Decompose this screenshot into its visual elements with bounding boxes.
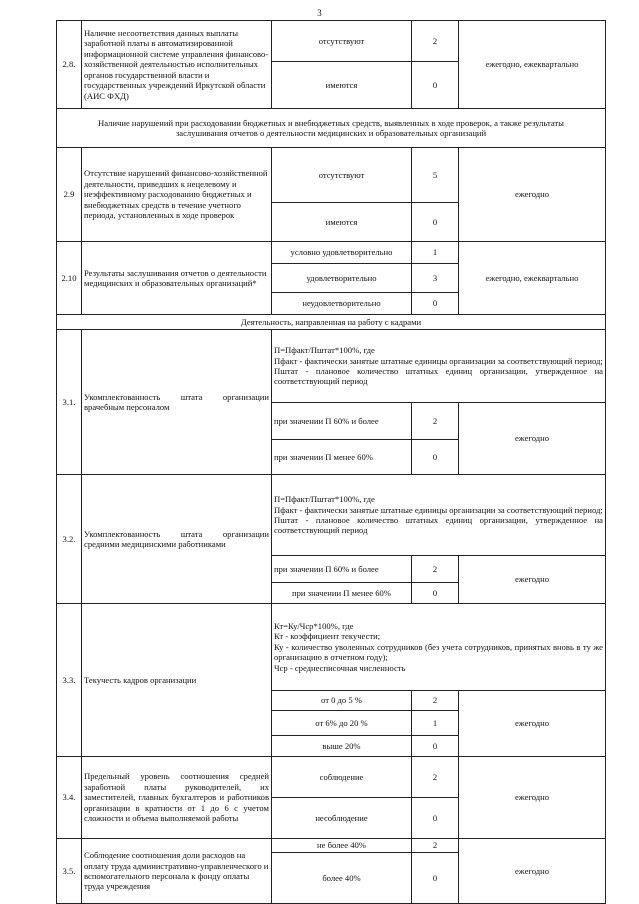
- points: 1: [412, 242, 459, 264]
- points: 0: [412, 293, 459, 315]
- row-number: 2.10: [57, 242, 82, 315]
- formula-def: Пфакт - фактически занятые штатные единицы организации за соответствующий период;: [274, 504, 603, 515]
- row-label: Укомплектованность штата организации врачебным персоналом: [82, 330, 272, 475]
- row-label: Предельный уровень соотношения средней заработной платы руководителей, их заместителей, главных бухгалтеров и работников организации в кратности от 1 до 6 с учетом сложности и объема выполняемой работы: [82, 757, 272, 839]
- criterion: отсутствуют: [272, 21, 412, 62]
- points: 0: [412, 736, 459, 757]
- points: 2: [412, 757, 459, 798]
- criterion: не более 40%: [272, 839, 412, 853]
- page-number: 3: [317, 8, 322, 18]
- points: 0: [412, 440, 459, 475]
- periodicity: ежегодно, ежеквартально: [459, 242, 606, 315]
- points: 0: [412, 203, 459, 242]
- criterion: неудовлетворительно: [272, 293, 412, 315]
- criterion: более 40%: [272, 852, 412, 903]
- formula: Кт=Ку/Чср*100%, где: [274, 620, 354, 631]
- formula-cell: [272, 330, 606, 403]
- row-number: 3.2.: [57, 475, 82, 604]
- row-label: Результаты заслушивания отчетов о деятельности медицинских и образовательных организаций*: [82, 242, 272, 315]
- formula: П=Пфакт/Пштат*100%, где: [274, 494, 375, 505]
- points: 5: [412, 148, 459, 203]
- table-row: [57, 148, 606, 203]
- criterion: выше 20%: [272, 736, 412, 757]
- periodicity: ежегодно: [459, 757, 606, 839]
- row-number: 3.1.: [57, 330, 82, 475]
- formula-def: Ку - количество уволенных сотрудников (без учета сотрудников, принятых вновь в ту же организацию в отчетном году);: [274, 641, 603, 663]
- table-row: [57, 475, 606, 556]
- row-label: Текучесть кадров организации: [82, 604, 272, 757]
- row-number: 3.4.: [57, 757, 82, 839]
- points: 0: [412, 798, 459, 839]
- criterion: отсутствуют: [272, 148, 412, 203]
- criterion: при значении П 60% и более: [272, 556, 412, 583]
- periodicity: ежегодно: [459, 403, 606, 475]
- row-number: 3.5.: [57, 839, 82, 904]
- points: 0: [412, 583, 459, 604]
- row-number: 2.9: [57, 148, 82, 242]
- points: 2: [412, 403, 459, 440]
- row-label: Соблюдение соотношения доли расходов на оплату труда административно-управленческого и вспомогательного персонала к фонду оплаты труда учреждения: [82, 839, 272, 904]
- section-title: Наличие нарушений при расходовании бюджетных и внебюджетных средств, выявленных в ходе проверок, а также результаты заслушивания отчетов о деятельности медицинских и образовательных организаций: [57, 109, 606, 148]
- periodicity: ежегодно: [459, 556, 606, 604]
- criterion: имеются: [272, 62, 412, 109]
- formula-def: Пштат - плановое количество штатных единиц организации, утвержденное на соответствующий период: [274, 515, 603, 536]
- table-row: [57, 757, 606, 798]
- row-label: Наличие несоответствия данных выплаты заработной платы в автоматизированной информационной системе управления финансово-хозяйственной деятельностью исполнительных органов государственной власти и государственных учреждений Иркутской области (АИС ФХД): [82, 21, 272, 109]
- points: 2: [412, 556, 459, 583]
- criterion: при значении П менее 60%: [272, 440, 412, 475]
- points: 0: [412, 852, 459, 903]
- row-number: 3.3.: [57, 604, 82, 757]
- formula: П=Пфакт/Пштат*100%, где: [274, 345, 375, 356]
- criterion: условно удовлетворительно: [272, 242, 412, 264]
- criteria-table: [56, 20, 606, 904]
- formula-cell: [272, 604, 606, 691]
- periodicity: ежегодно: [459, 148, 606, 242]
- criterion: соблюдение: [272, 757, 412, 798]
- points: 0: [412, 62, 459, 109]
- formula-def: Пфакт - фактически занятые штатные единицы организации за соответствующий период;: [274, 355, 603, 366]
- row-number: 2.8.: [57, 21, 82, 109]
- formula-def: Чср - среднесписочная численность: [274, 662, 406, 673]
- criterion: при значении П менее 60%: [272, 583, 412, 604]
- criterion: несоблюдение: [272, 798, 412, 839]
- points: 2: [412, 691, 459, 711]
- row-label: Отсутствие нарушений финансово-хозяйственной деятельности, приведших к нецелевому и неэффективному расходованию бюджетных и внебюджетных средств в течение учетного периода, установленных в ходе проверок: [82, 148, 272, 242]
- criterion: от 0 до 5 %: [272, 691, 412, 711]
- points: 2: [412, 839, 459, 853]
- criterion: удовлетворительно: [272, 264, 412, 293]
- section-header: [57, 315, 606, 330]
- periodicity: ежегодно: [459, 691, 606, 757]
- section-title: Деятельность, направленная на работу с кадрами: [57, 315, 606, 330]
- criterion: от 6% до 20 %: [272, 711, 412, 736]
- row-label: Укомплектованность штата организации средними медицинскими работниками: [82, 475, 272, 604]
- points: 3: [412, 264, 459, 293]
- periodicity: ежегодно, ежеквартально: [459, 21, 606, 109]
- points: 2: [412, 21, 459, 62]
- section-header: [57, 109, 606, 148]
- table-row: [57, 21, 606, 62]
- formula-cell: [272, 475, 606, 556]
- table-row: [57, 330, 606, 403]
- criterion: имеются: [272, 203, 412, 242]
- criterion: при значении П 60% и более: [272, 403, 412, 440]
- table-row: [57, 839, 606, 853]
- periodicity: ежегодно: [459, 839, 606, 904]
- points: 1: [412, 711, 459, 736]
- table-row: [57, 242, 606, 264]
- formula-def: Кт - коэффициент текучести;: [274, 631, 381, 642]
- formula-def: Пштат - плановое количество штатных единиц организации, утвержденное на соответствующий период: [274, 366, 603, 387]
- table-row: [57, 604, 606, 691]
